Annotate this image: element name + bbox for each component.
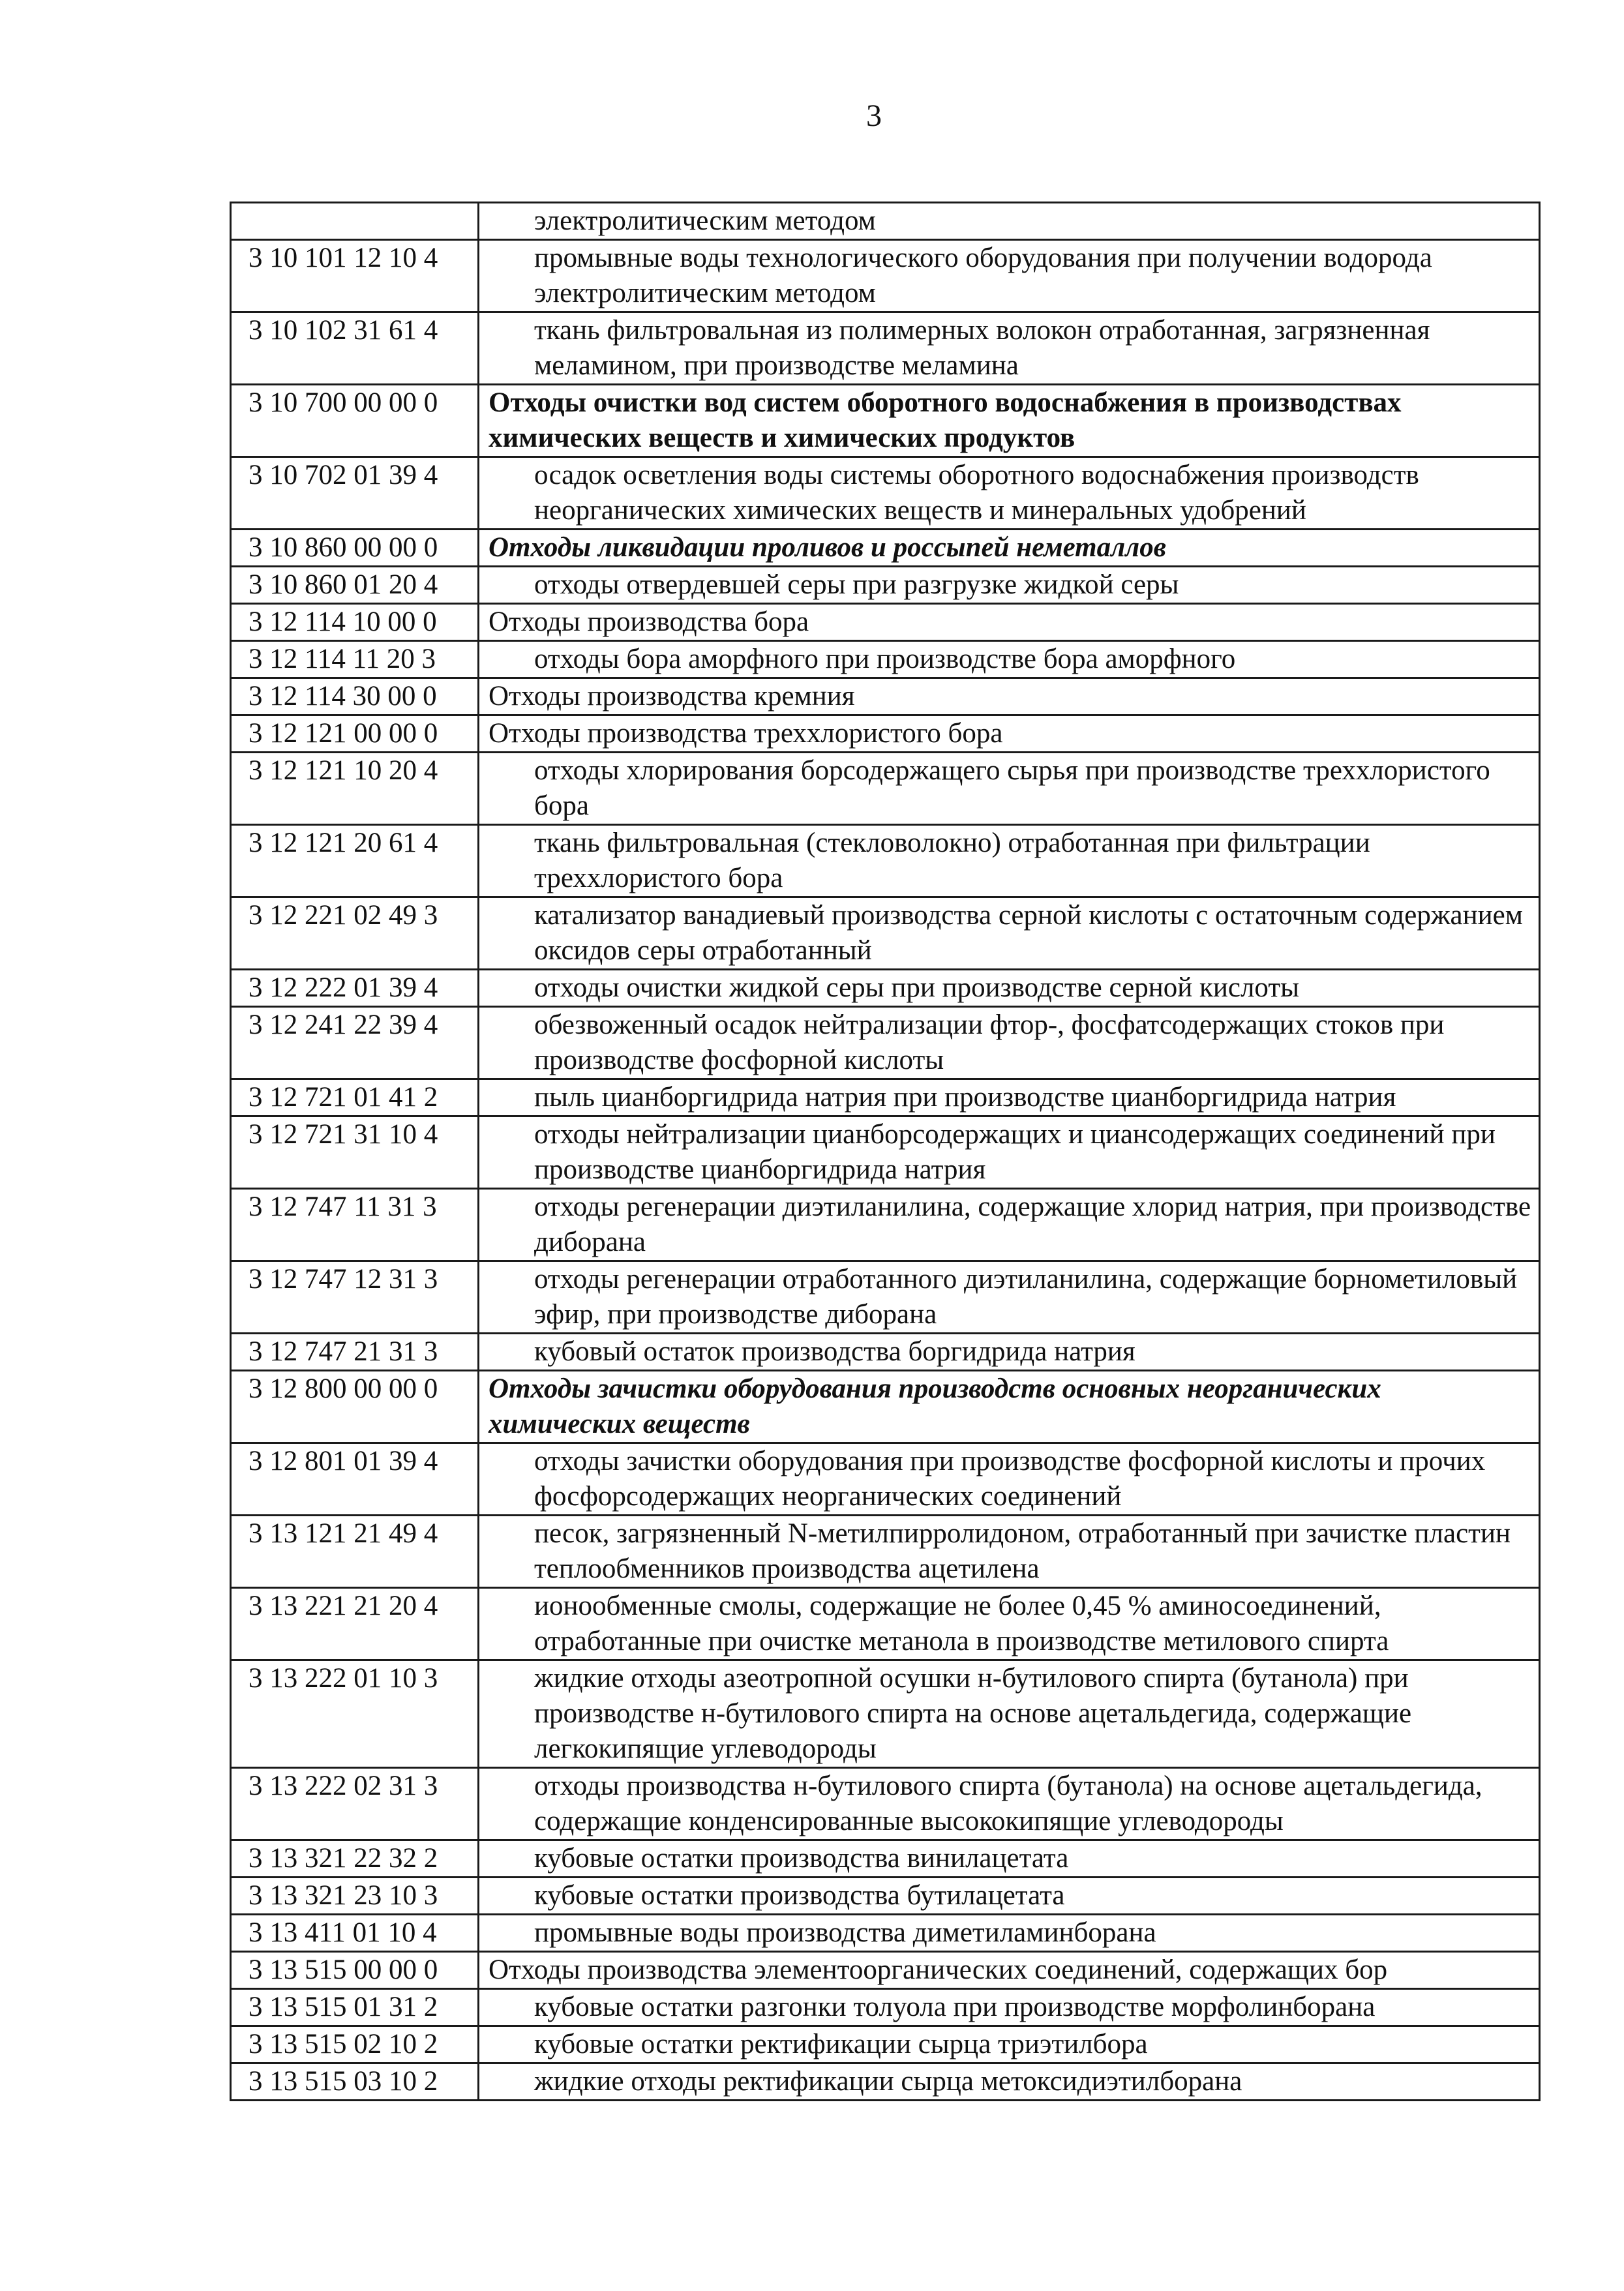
waste-code-cell: 3 10 860 00 00 0 [231, 530, 479, 567]
table-row [231, 897, 1540, 970]
table-row [231, 1443, 1540, 1516]
table-row [231, 1989, 1540, 2026]
waste-code-cell: 3 12 721 01 41 2 [231, 1079, 479, 1116]
table-row [231, 385, 1540, 457]
waste-item-name-cell: отходы отвердевшей серы при разгрузке жидкой серы [479, 567, 1540, 604]
table-row [231, 604, 1540, 641]
waste-code-cell: 3 12 747 12 31 3 [231, 1261, 479, 1334]
waste-code-cell: 3 13 321 22 32 2 [231, 1840, 479, 1878]
table-row [231, 1079, 1540, 1116]
table-row [231, 457, 1540, 530]
waste-group-name-cell: Отходы производства треххлористого бора [479, 715, 1540, 753]
waste-item-name-cell: жидкие отходы ректификации сырца метоксидиэтилборана [479, 2063, 1540, 2101]
table-row [231, 1768, 1540, 1840]
waste-group-name-cell: Отходы ликвидации проливов и россыпей неметаллов [479, 530, 1540, 567]
waste-code-cell: 3 12 747 11 31 3 [231, 1189, 479, 1261]
waste-item-name-cell: промывные воды производства диметиламинборана [479, 1915, 1540, 1952]
waste-code-cell: 3 10 102 31 61 4 [231, 312, 479, 385]
waste-code-cell: 3 12 114 10 00 0 [231, 604, 479, 641]
table-row [231, 715, 1540, 753]
waste-item-name-cell: обезвоженный осадок нейтрализации фтор-, фосфатсодержащих стоков при производстве фосфорной кислоты [479, 1007, 1540, 1079]
table-row [231, 1840, 1540, 1878]
table-row [231, 970, 1540, 1007]
table-row [231, 530, 1540, 567]
table-row [231, 1660, 1540, 1768]
waste-item-name-cell: кубовые остатки ректификации сырца триэтилбора [479, 2026, 1540, 2063]
waste-code-cell: 3 13 222 01 10 3 [231, 1660, 479, 1768]
waste-item-name-cell: кубовый остаток производства боргидрида натрия [479, 1334, 1540, 1371]
waste-item-name-cell: отходы бора аморфного при производстве бора аморфного [479, 641, 1540, 678]
waste-item-name-cell: кубовые остатки производства бутилацетата [479, 1878, 1540, 1915]
waste-classification-table [230, 202, 1541, 2101]
waste-item-name-cell: ткань фильтровальная из полимерных волокон отработанная, загрязненная меламином, при производстве меламина [479, 312, 1540, 385]
waste-code-cell: 3 13 321 23 10 3 [231, 1878, 479, 1915]
table-row [231, 2063, 1540, 2101]
table-row [231, 240, 1540, 312]
waste-code-cell: 3 13 515 00 00 0 [231, 1952, 479, 1989]
waste-item-name-cell: жидкие отходы азеотропной осушки н-бутилового спирта (бутанола) при производстве н-бутилового спирта на основе ацетальдегида, содержащие легкокипящие углеводороды [479, 1660, 1540, 1768]
waste-item-name-cell: отходы регенерации диэтиланилина, содержащие хлорид натрия, при производстве диборана [479, 1189, 1540, 1261]
waste-item-name-cell: песок, загрязненный N-метилпирролидоном, отработанный при зачистке пластин теплообменников производства ацетилена [479, 1516, 1540, 1588]
waste-item-name-cell: отходы нейтрализации цианборсодержащих и циансодержащих соединений при производстве цианборгидрида натрия [479, 1116, 1540, 1189]
waste-code-cell: 3 13 515 02 10 2 [231, 2026, 479, 2063]
waste-item-name-cell: кубовые остатки производства винилацетата [479, 1840, 1540, 1878]
waste-code-cell: 3 12 121 00 00 0 [231, 715, 479, 753]
waste-code-cell: 3 12 222 01 39 4 [231, 970, 479, 1007]
waste-group-name-cell: Отходы зачистки оборудования производств основных неорганических химических веществ [479, 1371, 1540, 1443]
waste-code-cell: 3 12 121 10 20 4 [231, 753, 479, 825]
waste-item-name-cell: отходы регенерации отработанного диэтиланилина, содержащие борнометиловый эфир, при производстве диборана [479, 1261, 1540, 1334]
waste-group-name-cell: Отходы производства бора [479, 604, 1540, 641]
waste-code-cell: 3 12 747 21 31 3 [231, 1334, 479, 1371]
table-row [231, 1516, 1540, 1588]
waste-code-cell: 3 12 114 30 00 0 [231, 678, 479, 715]
waste-code-cell: 3 12 221 02 49 3 [231, 897, 479, 970]
waste-code-cell: 3 13 222 02 31 3 [231, 1768, 479, 1840]
table-row [231, 753, 1540, 825]
waste-code-cell: 3 13 121 21 49 4 [231, 1516, 479, 1588]
waste-item-name-cell: отходы очистки жидкой серы при производстве серной кислоты [479, 970, 1540, 1007]
waste-item-name-cell: отходы зачистки оборудования при производстве фосфорной кислоты и прочих фосфорсодержащих неорганических соединений [479, 1443, 1540, 1516]
waste-group-name-cell: Отходы очистки вод систем оборотного водоснабжения в производствах химических веществ и химических продуктов [479, 385, 1540, 457]
waste-item-name-cell: кубовые остатки разгонки толуола при производстве морфолинборана [479, 1989, 1540, 2026]
table-row [231, 1952, 1540, 1989]
table-row [231, 1371, 1540, 1443]
waste-code-cell: 3 12 721 31 10 4 [231, 1116, 479, 1189]
table-row [231, 825, 1540, 897]
table-row [231, 1588, 1540, 1660]
table-row [231, 1915, 1540, 1952]
waste-code-cell: 3 12 114 11 20 3 [231, 641, 479, 678]
waste-code-cell: 3 10 700 00 00 0 [231, 385, 479, 457]
table-body [231, 203, 1540, 2101]
waste-code-cell: 3 10 860 01 20 4 [231, 567, 479, 604]
waste-code-cell: 3 13 221 21 20 4 [231, 1588, 479, 1660]
table-row [231, 1116, 1540, 1189]
table-row [231, 641, 1540, 678]
table-row [231, 312, 1540, 385]
waste-code-cell: 3 13 515 03 10 2 [231, 2063, 479, 2101]
waste-code-cell: 3 10 101 12 10 4 [231, 240, 479, 312]
waste-code-cell: 3 12 241 22 39 4 [231, 1007, 479, 1079]
table-row [231, 1007, 1540, 1079]
waste-code-cell [231, 203, 479, 240]
waste-item-name-cell: катализатор ванадиевый производства серной кислоты с остаточным содержанием оксидов серы отработанный [479, 897, 1540, 970]
waste-code-cell: 3 10 702 01 39 4 [231, 457, 479, 530]
waste-item-name-cell: ионообменные смолы, содержащие не более 0,45 % аминосоединений, отработанные при очистке метанола в производстве метилового спирта [479, 1588, 1540, 1660]
waste-item-name-cell: отходы производства н-бутилового спирта (бутанола) на основе ацетальдегида, содержащие конденсированные высококипящие углеводороды [479, 1768, 1540, 1840]
waste-group-name-cell: Отходы производства элементоорганических соединений, содержащих бор [479, 1952, 1540, 1989]
waste-item-name-cell: пыль цианборгидрида натрия при производстве цианборгидрида натрия [479, 1079, 1540, 1116]
waste-item-name-cell: ткань фильтровальная (стекловолокно) отработанная при фильтрации треххлористого бора [479, 825, 1540, 897]
table-row [231, 2026, 1540, 2063]
table-row [231, 567, 1540, 604]
waste-item-name-cell: электролитическим методом [479, 203, 1540, 240]
table-row [231, 1189, 1540, 1261]
waste-code-cell: 3 12 121 20 61 4 [231, 825, 479, 897]
waste-item-name-cell: осадок осветления воды системы оборотного водоснабжения производств неорганических химических веществ и минеральных удобрений [479, 457, 1540, 530]
waste-code-cell: 3 13 515 01 31 2 [231, 1989, 479, 2026]
waste-code-cell: 3 12 800 00 00 0 [231, 1371, 479, 1443]
table-row [231, 1334, 1540, 1371]
waste-code-cell: 3 13 411 01 10 4 [231, 1915, 479, 1952]
table-row [231, 678, 1540, 715]
table-row [231, 1261, 1540, 1334]
waste-code-cell: 3 12 801 01 39 4 [231, 1443, 479, 1516]
waste-item-name-cell: отходы хлорирования борсодержащего сырья при производстве треххлористого бора [479, 753, 1540, 825]
table-row [231, 203, 1540, 240]
page-number: 3 [866, 98, 882, 133]
waste-group-name-cell: Отходы производства кремния [479, 678, 1540, 715]
table-row [231, 1878, 1540, 1915]
waste-item-name-cell: промывные воды технологического оборудования при получении водорода электролитическим методом [479, 240, 1540, 312]
